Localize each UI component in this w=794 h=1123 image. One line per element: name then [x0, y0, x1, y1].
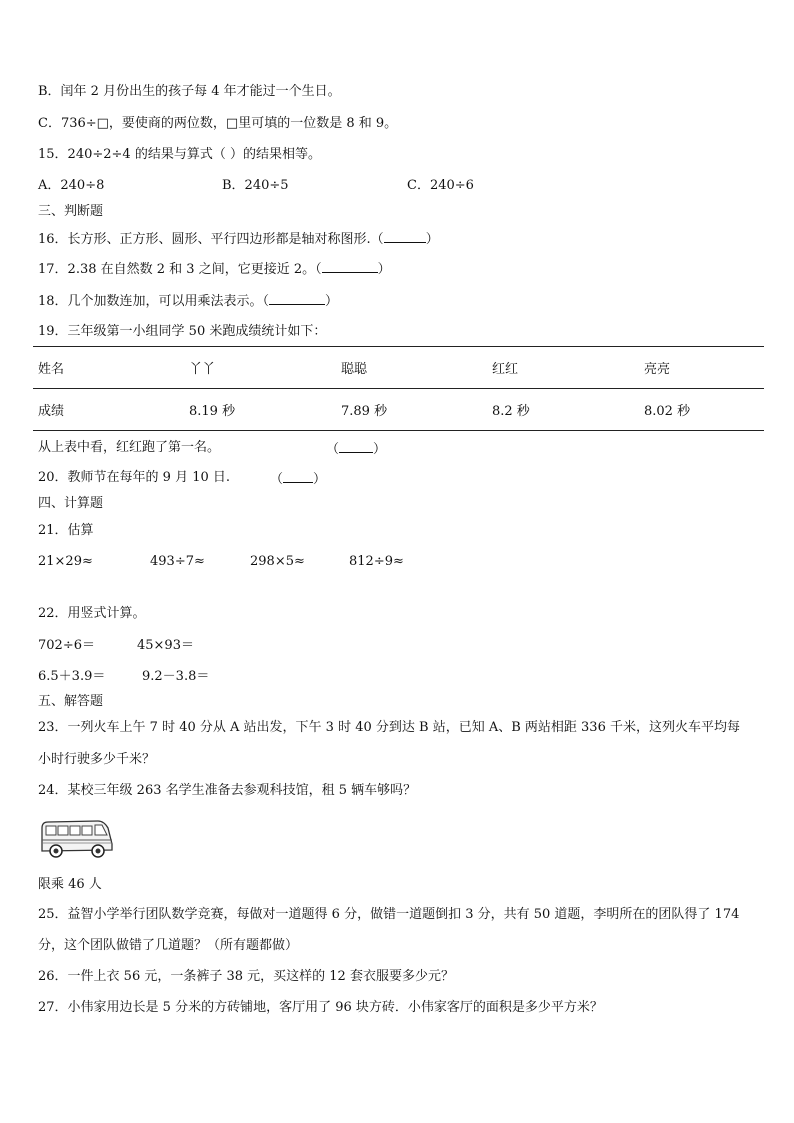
- question-23-line-2: 小时行驶多少千米？: [38, 752, 156, 767]
- question-20: 20．教师节在每年的 9 月 10 日.: [38, 470, 231, 485]
- q16-text: 16．长方形、正方形、圆形、平行四边形都是轴对称图形.（: [38, 232, 384, 247]
- question-22: 22．用竖式计算。: [38, 606, 146, 621]
- table-cell: 7.89 秒: [336, 389, 487, 431]
- question-25-line-1: 25．益智小学举行团队数学竞赛，每做对一道题得 6 分，做错一道题倒扣 3 分，共有 50 道题，李明所在的团队得了 174: [38, 907, 740, 922]
- q18-close: ）: [325, 294, 339, 309]
- q17-close: ）: [377, 262, 391, 277]
- q20-answer: [270, 470, 326, 488]
- table-cell: 聪聪: [336, 347, 487, 389]
- question-25-line-2: 分，这个团队做错了几道题？（所有题都做）: [38, 938, 299, 953]
- question-23-line-1: 23．一列火车上午 7 时 40 分从 A 站出发，下午 3 时 40 分到达 B 站，已知 A、B 两站相距 336 千米，这列火车平均每: [38, 720, 740, 735]
- estimate-4: 812÷9≈: [349, 554, 404, 569]
- question-21: 21．估算: [38, 523, 94, 538]
- q19-open: （: [326, 442, 340, 457]
- q18-text: 18．几个加数连加，可以用乘法表示。（: [38, 294, 270, 309]
- q17-text: 17．2.38 在自然数 2 和 3 之间，它更接近 2。（: [38, 262, 322, 277]
- q16-close: ）: [425, 232, 439, 247]
- question-19: 19．三年级第一小组同学 50 米跑成绩统计如下：: [38, 324, 327, 339]
- question-18: [38, 292, 338, 310]
- bus-capacity-label: 限乘 46 人: [38, 877, 102, 892]
- section-4-heading: 四、计算题: [38, 496, 104, 511]
- q16-answer-blank[interactable]: [384, 230, 426, 243]
- table-cell: 姓名: [33, 347, 184, 389]
- question-15: 15．240÷2÷4 的结果与算式（ ）的结果相等。: [38, 147, 321, 162]
- calc-1: 702÷6＝: [38, 638, 95, 653]
- bus-icon: [38, 818, 114, 860]
- question-19-statement: 从上表中看，红红跑了第一名。: [38, 440, 221, 455]
- section-5-heading: 五、解答题: [38, 694, 104, 709]
- question-16: [38, 230, 439, 248]
- question-24: 24．某校三年级 263 名学生准备去参观科技馆，租 5 辆车够吗？: [38, 783, 417, 798]
- option-c-division: C．736÷□，要使商的两位数，□里可填的一位数是 8 和 9。: [38, 116, 398, 131]
- q20-open: （: [270, 472, 284, 487]
- table-cell: 8.19 秒: [184, 389, 336, 431]
- q17-answer-blank[interactable]: [322, 260, 378, 273]
- table-cell: 亮亮: [639, 347, 764, 389]
- q15-option-b: B．240÷5: [222, 178, 289, 193]
- table-cell: 丫丫: [184, 347, 336, 389]
- table-cell: 红红: [487, 347, 639, 389]
- table-header-row: [33, 347, 764, 389]
- estimate-1: 21×29≈: [38, 554, 93, 569]
- calc-3: 6.5＋3.9＝: [38, 669, 106, 684]
- table-cell: 8.02 秒: [639, 389, 764, 431]
- calc-2: 45×93＝: [137, 638, 194, 653]
- question-26: 26．一件上衣 56 元，一条裤子 38 元，买这样的 12 套衣服要多少元？: [38, 969, 454, 984]
- q15-option-a: A．240÷8: [38, 178, 105, 193]
- q20-answer-blank[interactable]: [283, 470, 313, 483]
- estimate-2: 493÷7≈: [150, 554, 205, 569]
- section-3-heading: 三、判断题: [38, 204, 104, 219]
- score-table: [33, 346, 764, 431]
- question-27: 27．小伟家用边长是 5 分米的方砖铺地，客厅用了 96 块方砖．小伟家客厅的面积是多少平方米？: [38, 1000, 603, 1015]
- q20-close: ）: [313, 472, 327, 487]
- q19-close: ）: [373, 442, 387, 457]
- table-row: [33, 389, 764, 431]
- q18-answer-blank[interactable]: [269, 292, 325, 305]
- q19-answer: [326, 440, 386, 458]
- q19-answer-blank[interactable]: [339, 440, 373, 453]
- calc-4: 9.2－3.8＝: [142, 669, 210, 684]
- option-b-leap-year: B．闰年 2 月份出生的孩子每 4 年才能过一个生日。: [38, 84, 341, 99]
- table-cell: 成绩: [33, 389, 184, 431]
- estimate-3: 298×5≈: [250, 554, 305, 569]
- q15-option-c: C．240÷6: [407, 178, 474, 193]
- question-17: [38, 260, 391, 278]
- table-cell: 8.2 秒: [487, 389, 639, 431]
